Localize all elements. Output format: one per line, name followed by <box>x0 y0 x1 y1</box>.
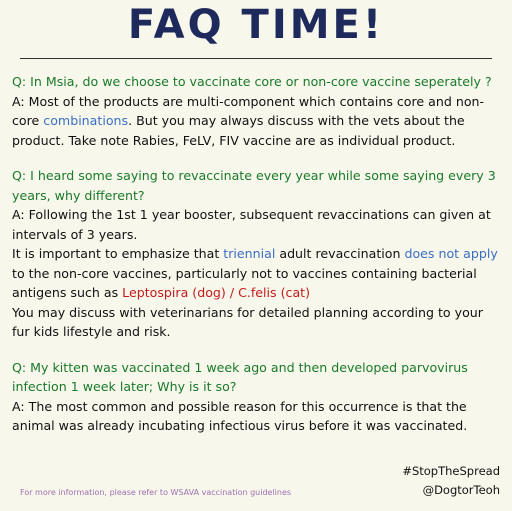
faq-answer-2-line1: A: Following the 1st 1 year booster, subsequent revaccinations can given at intervals of 3 years. <box>12 207 491 242</box>
faq-question-1: Q: In Msia, do we choose to vaccinate core or non-core vaccine seperately ? <box>12 74 492 89</box>
answer-text: to the non-core vaccines, particularly not to vaccines containing bacterial antigens such as <box>12 265 477 300</box>
faq-item-2 <box>12 166 502 342</box>
highlight-triennial: triennial <box>223 246 276 261</box>
answer-highlight: combinations <box>43 113 129 128</box>
faq-answer-2-line3: You may discuss with veterinarians for detailed planning according to your fur kids lifestyle and risk. <box>12 304 483 339</box>
highlight-antigens: Leptospira (dog) / C.felis (cat) <box>122 285 311 300</box>
footnote: For more information, please refer to WSAVA vaccination guidelines <box>20 488 292 497</box>
faq-list <box>12 72 502 452</box>
answer-text: adult revaccination <box>275 246 405 261</box>
faq-question-2: Q: I heard some saying to revaccinate every year while some saying every 3 years, why different? <box>12 168 496 203</box>
answer-text: A: Most of the products are multi-component which contains core and non-core <box>12 93 485 128</box>
faq-answer-1 <box>12 92 502 151</box>
hashtag: #StopTheSpread <box>402 464 500 478</box>
faq-answer-2-line2 <box>12 244 502 303</box>
page-title: FAQ TIME! <box>127 2 385 48</box>
answer-text: It is important to emphasize that <box>12 246 224 261</box>
answer-text: . But you may always discuss with the vets about the product. Take note Rabies, FeLV, FIV vaccine are as individual product. <box>12 113 465 148</box>
faq-answer-3: A: The most common and possible reason for this occurrence is that the animal was already incubating infectious virus before it was vaccinated. <box>12 398 468 433</box>
faq-item-1 <box>12 72 502 150</box>
faq-item-3 <box>12 358 502 436</box>
title-divider <box>20 58 492 59</box>
tags <box>402 462 500 500</box>
faq-question-3: Q: My kitten was vaccinated 1 week ago and then developed parvovirus infection 1 week later; Why is it so? <box>12 359 468 394</box>
highlight-not-apply: does not apply <box>404 246 498 261</box>
handle: @DogtorTeoh <box>422 483 500 497</box>
